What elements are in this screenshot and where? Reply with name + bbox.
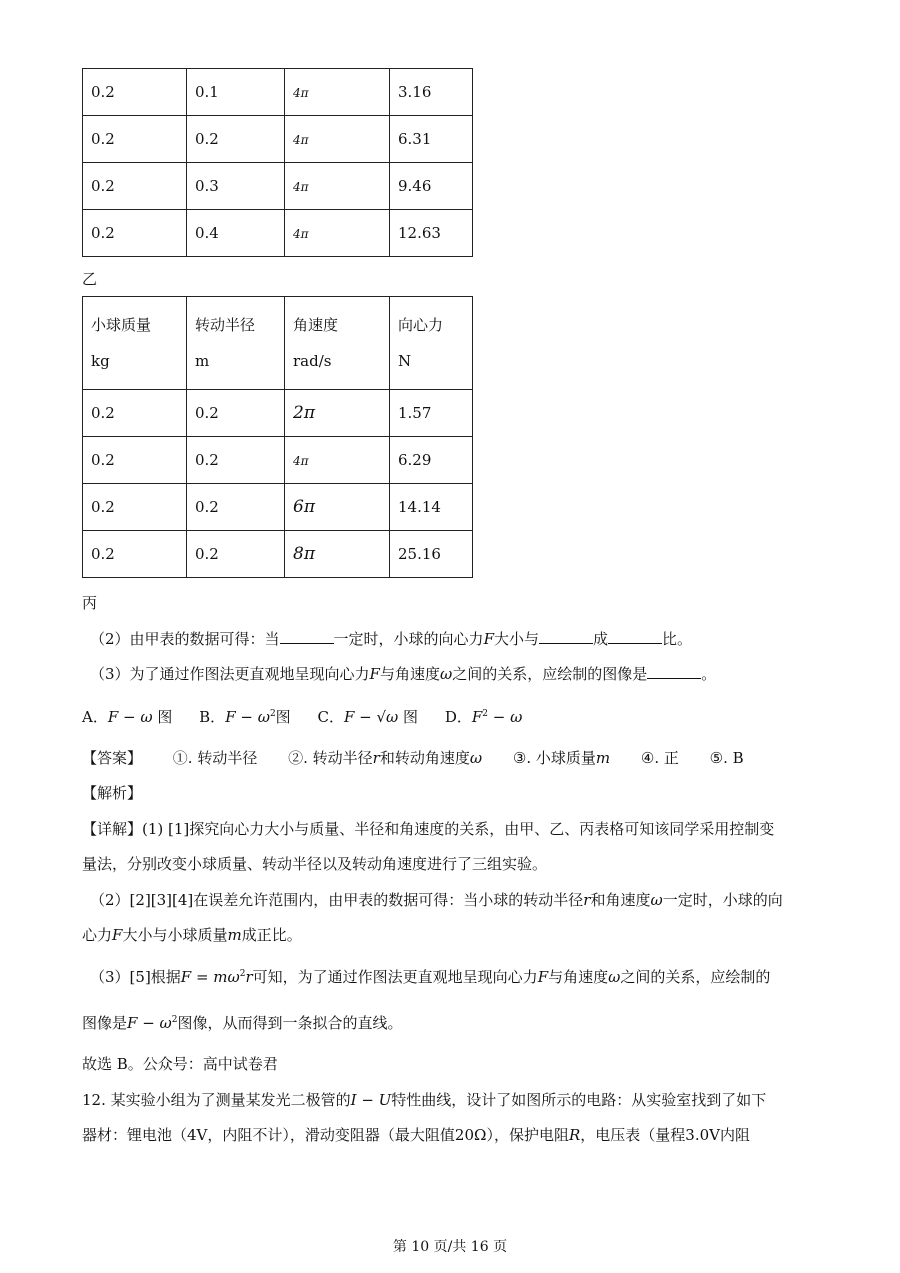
table-cell: 4π: [285, 210, 390, 257]
options-row: [82, 706, 822, 727]
answer-blank: [539, 629, 593, 644]
table-cell: 0.2: [83, 437, 187, 484]
table-row: [83, 437, 473, 484]
option-d: D．$F^2 - \omega$: [444, 708, 523, 726]
table-cell: 0.2: [83, 210, 187, 257]
table-cell: 2π: [285, 390, 390, 437]
detail-line-1: 【详解】(1) [1]探究向心力大小与质量、半径和角速度的关系，由甲、乙、丙表格可知该同学采用控制变: [82, 820, 775, 838]
table-cell: 0.2: [83, 484, 187, 531]
table-cell: 0.1: [187, 69, 285, 116]
table-cell: 0.2: [83, 116, 187, 163]
page-footer: 第 10 页/共 16 页: [392, 1239, 508, 1255]
table-jia: [82, 68, 473, 257]
table-cell: 4π: [285, 69, 390, 116]
question-3: （3）为了通过作图法更直观地呈现向心力F与角速度ω之间的关系，应绘制的图像是 。: [90, 665, 717, 683]
detail-line-7: 故选 B。公众号：高中试卷君: [82, 1055, 278, 1073]
option-b: B．$F - \omega^2$图: [199, 708, 291, 726]
table-cell: 1.57: [390, 390, 473, 437]
question-12-line-2: 器材：锂电池（4V，内阻不计），滑动变阻器（最大阻值20Ω），保护电阻R，电压表（量程3.0V内阻: [82, 1126, 750, 1144]
table-cell: 0.2: [187, 116, 285, 163]
table-cell: 0.2: [83, 390, 187, 437]
table-cell: 6.31: [390, 116, 473, 163]
answer-2: ②. 转动半径r和转动角速度ω: [288, 749, 483, 767]
table-cell: 0.4: [187, 210, 285, 257]
table-row: [83, 484, 473, 531]
table-cell: 8π: [285, 531, 390, 578]
table-cell: 0.2: [83, 163, 187, 210]
caption-bing: 丙: [82, 594, 98, 612]
table-cell: 0.2: [187, 531, 285, 578]
option-c: C．F − √ω 图: [317, 708, 419, 726]
table-cell: 25.16: [390, 531, 473, 578]
table-yi: [82, 296, 473, 578]
table-row: [83, 210, 473, 257]
header-cell: 小球质量 kg: [83, 297, 187, 390]
table-cell: 14.14: [390, 484, 473, 531]
table-cell: 0.3: [187, 163, 285, 210]
table-cell: 4π: [285, 437, 390, 484]
table-cell: 4π: [285, 116, 390, 163]
table-header-row: [83, 297, 473, 390]
answer-label: 【答案】: [82, 749, 143, 767]
answer-row: [82, 747, 822, 768]
answer-3: ③. 小球质量m: [512, 749, 611, 767]
detail-line-4: 心力F大小与小球质量m成正比。: [82, 926, 302, 944]
table-cell: 3.16: [390, 69, 473, 116]
answer-1: ①. 转动半径: [172, 749, 258, 767]
caption-yi: 乙: [82, 270, 98, 288]
answer-blank: [647, 664, 701, 679]
option-a: A．F − ω 图: [82, 708, 173, 726]
table-row: [83, 531, 473, 578]
header-cell: 角速度 rad/s: [285, 297, 390, 390]
detail-line-2: 量法，分别改变小球质量、转动半径以及转动角速度进行了三组实验。: [82, 855, 548, 873]
question-2: （2）由甲表的数据可得：当 一定时，小球的向心力F大小与 成 比。: [90, 630, 693, 648]
table-cell: 0.2: [83, 69, 187, 116]
question-12-line-1: 12. 某实验小组为了测量某发光二极管的I − U特性曲线，设计了如图所示的电路：从实验室找到了如下: [82, 1091, 767, 1109]
table-cell: 6π: [285, 484, 390, 531]
detail-line-5: （3）[5]根据$F = m\omega^2r$可知，为了通过作图法更直观地呈现向心力F与角速度ω之间的关系，应绘制的: [90, 968, 771, 986]
table-cell: 9.46: [390, 163, 473, 210]
detail-line-3: （2）[2][3][4]在误差允许范围内，由甲表的数据可得：当小球的转动半径r和角速度ω一定时，小球的向: [90, 891, 783, 909]
table-cell: 0.2: [187, 484, 285, 531]
header-cell: 转动半径 m: [187, 297, 285, 390]
table-row: [83, 69, 473, 116]
answer-4: ④. 正: [640, 749, 679, 767]
table-row: [83, 116, 473, 163]
header-cell: 向心力 N: [390, 297, 473, 390]
answer-5: ⑤. B: [709, 749, 744, 767]
analysis-label: 【解析】: [82, 784, 143, 802]
table-cell: 12.63: [390, 210, 473, 257]
table-cell: 0.2: [83, 531, 187, 578]
table-cell: 6.29: [390, 437, 473, 484]
table-cell: 0.2: [187, 390, 285, 437]
table-row: [83, 390, 473, 437]
table-cell: 4π: [285, 163, 390, 210]
table-cell: 0.2: [187, 437, 285, 484]
answer-blank: [608, 629, 662, 644]
detail-line-6: 图像是$F - \omega^2$图像，从而得到一条拟合的直线。: [82, 1014, 403, 1032]
answer-blank: [280, 629, 334, 644]
table-row: [83, 163, 473, 210]
